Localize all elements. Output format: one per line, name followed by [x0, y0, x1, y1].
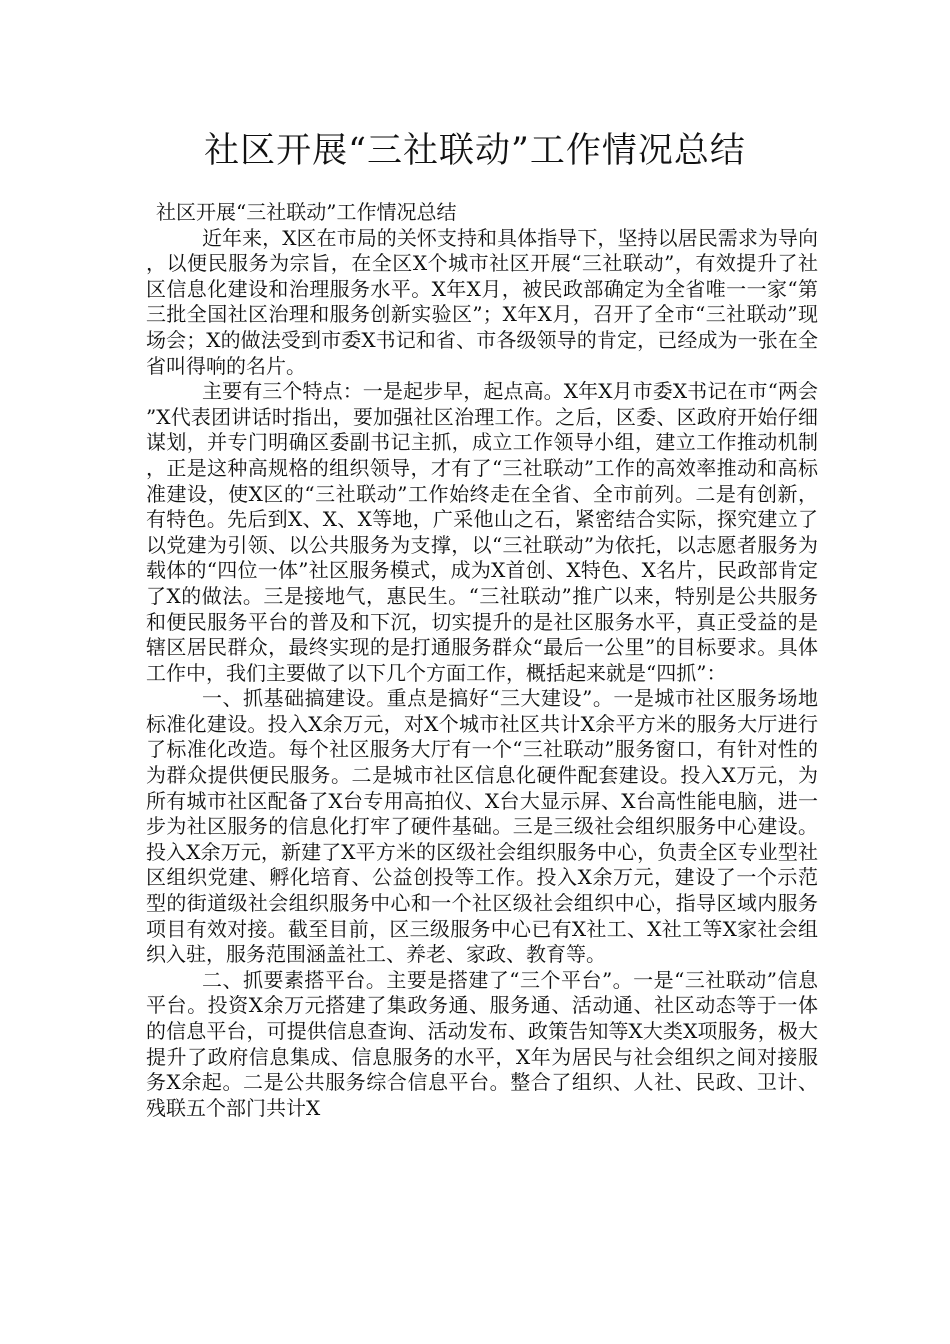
paragraph-platforms: 二、抓要素搭平台。主要是搭建了“三个平台”。一是“三社联动”信息平台。投资X余万元搭建了集政务通、服务通、活动通、社区动态等于一体的信息平台，可提供信息查询、活动发布、政策告知等X大类X项服务，极大提升了政府信息集成、信息服务的水平，X年为居民与社会组织之间对接服务X余起。二是公共服务综合信息平台。整合了组织、人社、民政、卫计、残联五个部门共计X — [146, 967, 818, 1120]
paragraph-intro: 近年来，X区在市局的关怀支持和具体指导下，坚持以居民需求为导向，以便民服务为宗旨，在全区X个城市社区开展“三社联动”，有效提升了社区信息化建设和治理服务水平。X年X月，被民政部确定为全省唯一一家“第三批全国社区治理和服务创新实验区”；X年X月，召开了全市“三社联动”现场会；X的做法受到市委X书记和省、市各级领导的肯定，已经成为一张在全省叫得响的名片。 — [146, 225, 818, 378]
document-title: 社区开展“三社联动”工作情况总结 — [204, 131, 746, 171]
paragraph-features: 主要有三个特点：一是起步早，起点高。X年X月市委X书记在市“两会”X代表团讲话时指出，要加强社区治理工作。之后，区委、区政府开始仔细谋划，并专门明确区委副书记主抓，成立工作领导小组，建立工作推动机制，正是这种高规格的组织领导，才有了“三社联动”工作的高效率推动和高标准建设，使X区的“三社联动”工作始终走在全省、全市前列。二是有创新，有特色。先后到X、X、X等地，广采他山之石，紧密结合实际，探究建立了以党建为引领、以公共服务为支撑，以“三社联动”为依托，以志愿者服务为载体的“四位一体”社区服务模式，成为X首创、X特色、X名片，民政部肯定了X的做法。三是接地气，惠民生。“三社联动”推广以来，特别是公共服务和便民服务平台的普及和下沉，切实提升的是社区服务水平，真正受益的是辖区居民群众，最终实现的是打通服务群众“最后一公里”的目标要求。具体工作中，我们主要做了以下几个方面工作，概括起来就是“四抓”： — [146, 379, 818, 685]
document-subtitle: 社区开展“三社联动”工作情况总结 — [156, 200, 457, 224]
document-body — [146, 200, 818, 1121]
paragraph-infrastructure: 一、抓基础搞建设。重点是搞好“三大建设”。一是城市社区服务场地标准化建设。投入X余万元，对X个城市社区共计X余平方米的服务大厅进行了标准化改造。每个社区服务大厅有一个“三社联动”服务窗口，有针对性的为群众提供便民服务。二是城市社区信息化硬件配套建设。投入X万元，为所有城市社区配备了X台专用高拍仪、X台大显示屏、X台高性能电脑，进一步为社区服务的信息化打牢了硬件基础。三是三级社会组织服务中心建设。投入X余万元，新建了X平方米的区级社会组织服务中心，负责全区专业型社区组织党建、孵化培育、公益创投等工作。投入X余万元，建设了一个示范型的街道级社会组织服务中心和一个社区级社会组织中心，指导区域内服务项目有效对接。截至目前，区三级服务中心已有X社工、X社工等X家社会组织入驻，服务范围涵盖社工、养老、家政、教育等。 — [146, 686, 818, 967]
